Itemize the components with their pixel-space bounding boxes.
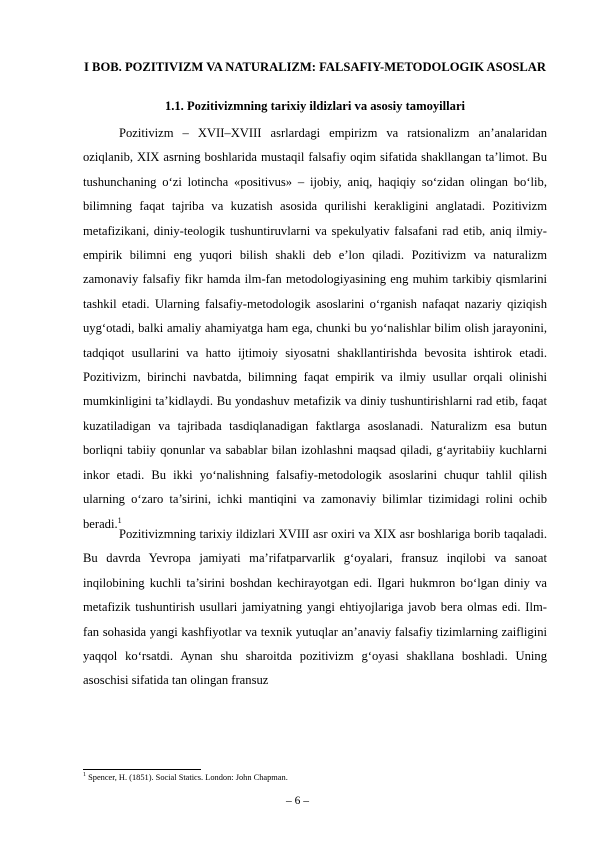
footnote-number: 1 [83, 772, 86, 779]
paragraph-2: Pozitivizmning tarixiy ildizlari XVIII asr oxiri va XIX asr boshlariga borib taqaladi. Bu davrda Yevropa jamiyati ma’rifatparvarlik g‘oyalari, fransuz inqilobi va sanoat inqilobining kuchli ta’sirini boshdan kechirayotgan edi. Ilgari hukmron bo‘lgan diniy va metafizik tushuntirish usullari jamiyatning yangi ehtiyojlariga javob bera olmas edi. Ilm-fan sohasida yangi kashfiyotlar va texnik yutuqlar an’anaviy falsafiy tizimlarning zaifligini yaqqol ko‘rsatdi. Aynan shu sharoitda pozitivizm g‘oyasi shakllana boshladi. Uning asoschisi sifatida tan olingan fransuz [83, 527, 547, 688]
paragraph-1 [83, 121, 547, 536]
chapter-title: I BOB. POZITIVIZM VA NATURALIZM: FALSAFIY-METODOLOGIK ASOSLAR [84, 60, 546, 74]
footnote-reference[interactable]: 1 [117, 515, 122, 525]
page-number: – 6 – [286, 795, 309, 807]
footnote-divider [83, 769, 201, 770]
paragraph-1-text: Pozitivizm – XVII–XVIII asrlardagi empirizm va ratsionalizm an’analaridan oziqlanib, XIX asrning boshlarida mustaqil falsafiy oqim sifatida shakllangan ta’limot. Bu tushunchaning o‘zi lotincha «positivus» – ijobiy, aniq, haqiqiy so‘zidan olingan bo‘lib, bilimning faqat tajriba va kuzatish asosida qurilishi kerakligini anglatadi. Pozitivizm metafizikani, diniy-teologik tushuntiruvlarni va spekulyativ falsafani rad etib, aniq ilmiy-empirik bilimni eng yuqori bilish shakli deb e’lon qiladi. Pozitivizm va naturalizm zamonaviy falsafiy fikr hamda ilm-fan metodologiyasining eng muhim tarkibiy qismlarini tashkil etadi. Ularning falsafiy-metodologik asoslarini o‘rganish nafaqat nazariy qiziqish uyg‘otadi, balki amaliy ahamiyatga ham ega, chunki bu yo‘nalishlar bilim olish jarayonini, tadqiqot usullarini va hatto ijtimoiy siyosatni shakllantirishda bevosita ishtirok etadi. Pozitivizm, birinchi navbatda, bilimning faqat empirik va ilmiy usullar orqali olinishi mumkinligini ta’kidlaydi. Bu yondashuv metafizik va diniy tushuntirishlarni rad etib, faqat kuzatiladigan va tajribada tasdiqlanadigan faktlarga asoslanadi. Naturalizm esa butun borliqni tabiiy qonunlar va sabablar bilan izohlashni maqsad qiladi, g‘ayritabiiy kuchlarni inkor etadi. Bu ikki yo‘nalishning falsafiy-metodologik asoslarini chuqur tahlil qilish ularning o‘zaro ta’sirini, ichki mantiqini va zamonaviy bilimlar tizimidagi rolini ochib beradi. [83, 126, 547, 531]
footnote [83, 773, 288, 783]
footnote-text: Spencer, H. (1851). Social Statics. London: John Chapman. [88, 773, 288, 782]
section-title: 1.1. Pozitivizmning tarixiy ildizlari va asosiy tamoyillari [164, 99, 466, 113]
